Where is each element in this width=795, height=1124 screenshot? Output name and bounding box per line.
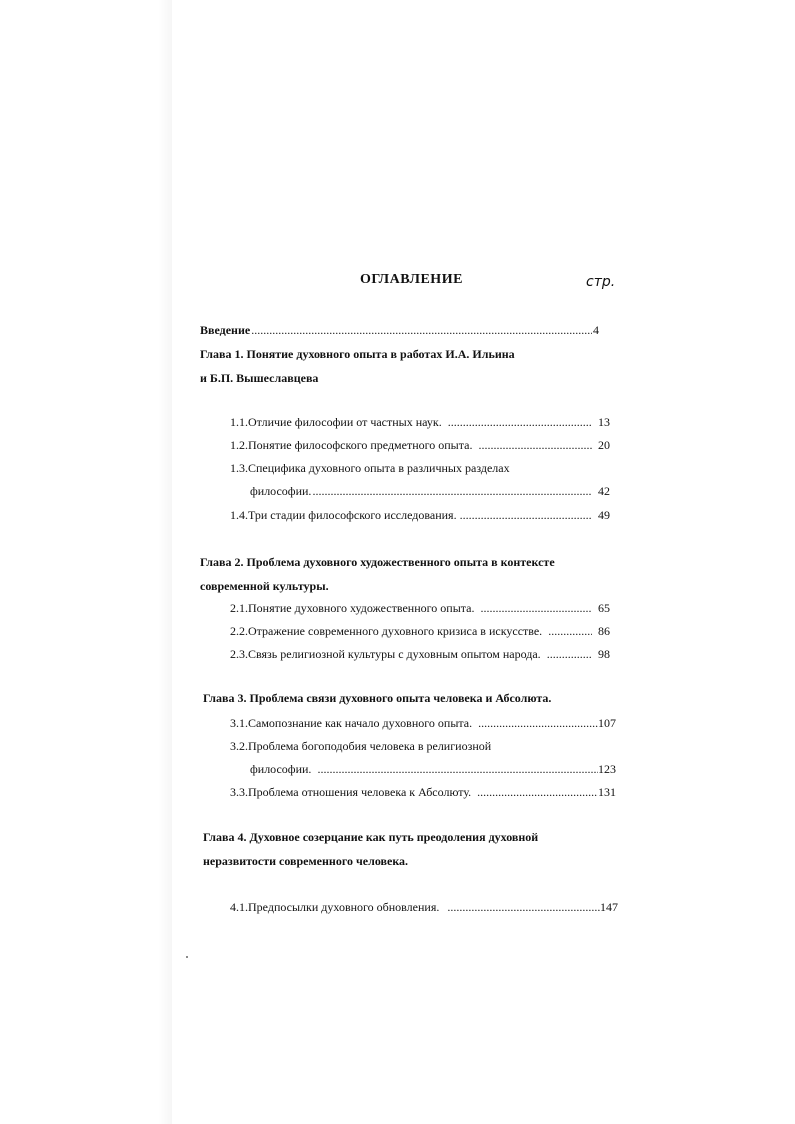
toc-entry-label: философии. [250, 484, 312, 498]
toc-entry-3-2-first-line[interactable]: 3.2.Проблема богоподобия человека в религиозной [230, 739, 492, 753]
toc-page-number: 123 [598, 762, 616, 776]
toc-page-number: 86 [598, 624, 610, 638]
toc-entry-3-2[interactable] [250, 761, 616, 777]
chapter-2-heading[interactable]: Глава 2. Проблема духовного художественного опыта в контексте [200, 555, 555, 569]
leader-dots [317, 761, 598, 777]
toc-page-number: 131 [598, 785, 616, 799]
toc-page-number: 107 [598, 716, 616, 730]
toc-page-number: 4 [593, 323, 599, 337]
toc-page-number: 20 [598, 438, 610, 452]
leader-dots [312, 483, 592, 499]
chapter-4-heading[interactable]: Глава 4. Духовное созерцание как путь преодоления духовной [203, 830, 539, 844]
toc-entry-2-3[interactable] [230, 646, 610, 662]
toc-entry-1-3[interactable] [250, 483, 610, 499]
leader-dots [478, 715, 598, 731]
toc-entry-label: 2.2.Отражение современного духовного кризиса в искусстве. [230, 624, 543, 638]
leader-dots [477, 784, 598, 800]
scan-speck [186, 956, 188, 958]
leader-dots [548, 623, 592, 639]
page-title: ОГЛАВЛЕНИЕ [360, 272, 463, 287]
toc-entry-label: 2.1.Понятие духовного художественного опыта. [230, 601, 475, 615]
toc-entry-4-1[interactable] [230, 899, 618, 915]
leader-dots [547, 646, 592, 662]
toc-entry-intro[interactable] [200, 322, 599, 338]
chapter-4-heading-cont: неразвитости современного человека. [203, 854, 409, 868]
scan-margin [0, 0, 172, 1124]
toc-entry-3-3[interactable] [230, 784, 616, 800]
toc-page-number: 13 [598, 415, 610, 429]
toc-page-number: 42 [598, 484, 610, 498]
toc-entry-label: Введение [200, 323, 251, 337]
toc-entry-label: 1.4.Три стадии философского исследования. [230, 508, 457, 522]
toc-page-number: 147 [600, 900, 618, 914]
toc-page-number: 65 [598, 601, 610, 615]
toc-page-number: 49 [598, 508, 610, 522]
leader-dots [478, 437, 592, 453]
chapter-1-heading-cont: и Б.П. Вышеславцева [200, 371, 319, 385]
chapter-1-heading[interactable]: Глава 1. Понятие духовного опыта в работах И.А. Ильина [200, 347, 515, 361]
toc-entry-1-1[interactable] [230, 414, 610, 430]
leader-dots [480, 600, 592, 616]
toc-entry-1-3-first-line[interactable]: 1.3.Специфика духовного опыта в различных разделах [230, 461, 510, 475]
toc-entry-label: 1.1.Отличие философии от частных наук. [230, 415, 442, 429]
toc-page-number: 98 [598, 647, 610, 661]
leader-dots [447, 899, 600, 915]
leader-dots [460, 507, 592, 523]
toc-entry-label: 3.3.Проблема отношения человека к Абсолюту. [230, 785, 472, 799]
toc-entry-label: 4.1.Предпосылки духовного обновления. [230, 900, 440, 914]
toc-entry-1-4[interactable] [230, 507, 610, 523]
leader-dots [448, 414, 592, 430]
toc-entry-1-2[interactable] [230, 437, 610, 453]
toc-entry-2-2[interactable] [230, 623, 610, 639]
chapter-2-heading-cont: современной культуры. [200, 579, 329, 593]
toc-entry-label: 3.1.Самопознание как начало духовного опыта. [230, 716, 473, 730]
pages-column-label: стр. [586, 274, 616, 290]
toc-entry-label: 1.2.Понятие философского предметного опыта. [230, 438, 473, 452]
toc-entry-label: философии. [250, 762, 312, 776]
toc-entry-2-1[interactable] [230, 600, 610, 616]
chapter-3-heading[interactable]: Глава 3. Проблема связи духовного опыта человека и Абсолюта. [203, 691, 552, 705]
toc-entry-3-1[interactable] [230, 715, 616, 731]
leader-dots [251, 322, 592, 338]
toc-entry-label: 2.3.Связь религиозной культуры с духовным опытом народа. [230, 647, 541, 661]
